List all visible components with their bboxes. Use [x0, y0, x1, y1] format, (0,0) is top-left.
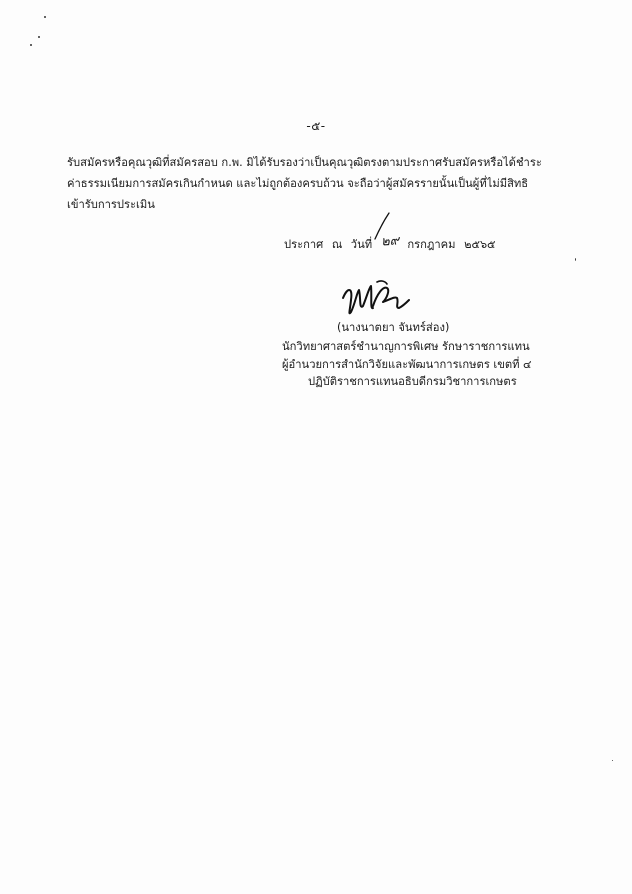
signer-title: ผู้อำนวยการสำนักวิจัยและพัฒนาการเกษตร เขตที่ ๔ [282, 357, 532, 371]
body-line: เข้ารับการประเมิน [67, 198, 155, 211]
scan-speck [575, 258, 576, 261]
announcement-day: ๒๙ [380, 233, 400, 250]
scan-speck [38, 36, 40, 38]
scan-speck [612, 760, 613, 761]
announcement-day-label: วันที่ [350, 238, 373, 251]
announcement-year: ๒๕๖๕ [464, 238, 496, 251]
body-paragraph [67, 152, 547, 215]
scan-speck [44, 16, 46, 18]
signer-block [282, 318, 582, 391]
body-line: รับสมัครหรือคุณวุฒิที่สมัครสอบ ก.พ. มิได้รับรองว่าเป็นคุณวุฒิตรงตามประกาศรับสมัครหรือได้ชำระ [67, 156, 542, 169]
body-line: ค่าธรรมเนียมการสมัครเกินกำหนด และไม่ถูกต้องครบถ้วน จะถือว่าผู้สมัครรายนั้นเป็นผู้ที่ไม่มีสิทธิ [67, 177, 529, 190]
announcement-prefix: ประกาศ [284, 238, 324, 251]
signer-title: ปฏิบัติราชการแทนอธิบดีกรมวิชาการเกษตร [308, 375, 517, 388]
announcement-at: ณ [331, 238, 343, 251]
announcement-month: กรกฎาคม [407, 238, 456, 251]
announcement-date-line [284, 233, 501, 254]
signer-name: (นางนาตยา จันทร์ส่อง) [337, 321, 450, 334]
page-number: -๕- [306, 119, 326, 133]
signer-title: นักวิทยาศาสตร์ชำนาญการพิเศษ รักษาราชการแทน [282, 340, 530, 353]
handwritten-check-mark [373, 212, 391, 240]
signature [337, 276, 417, 324]
scan-speck [30, 44, 32, 46]
